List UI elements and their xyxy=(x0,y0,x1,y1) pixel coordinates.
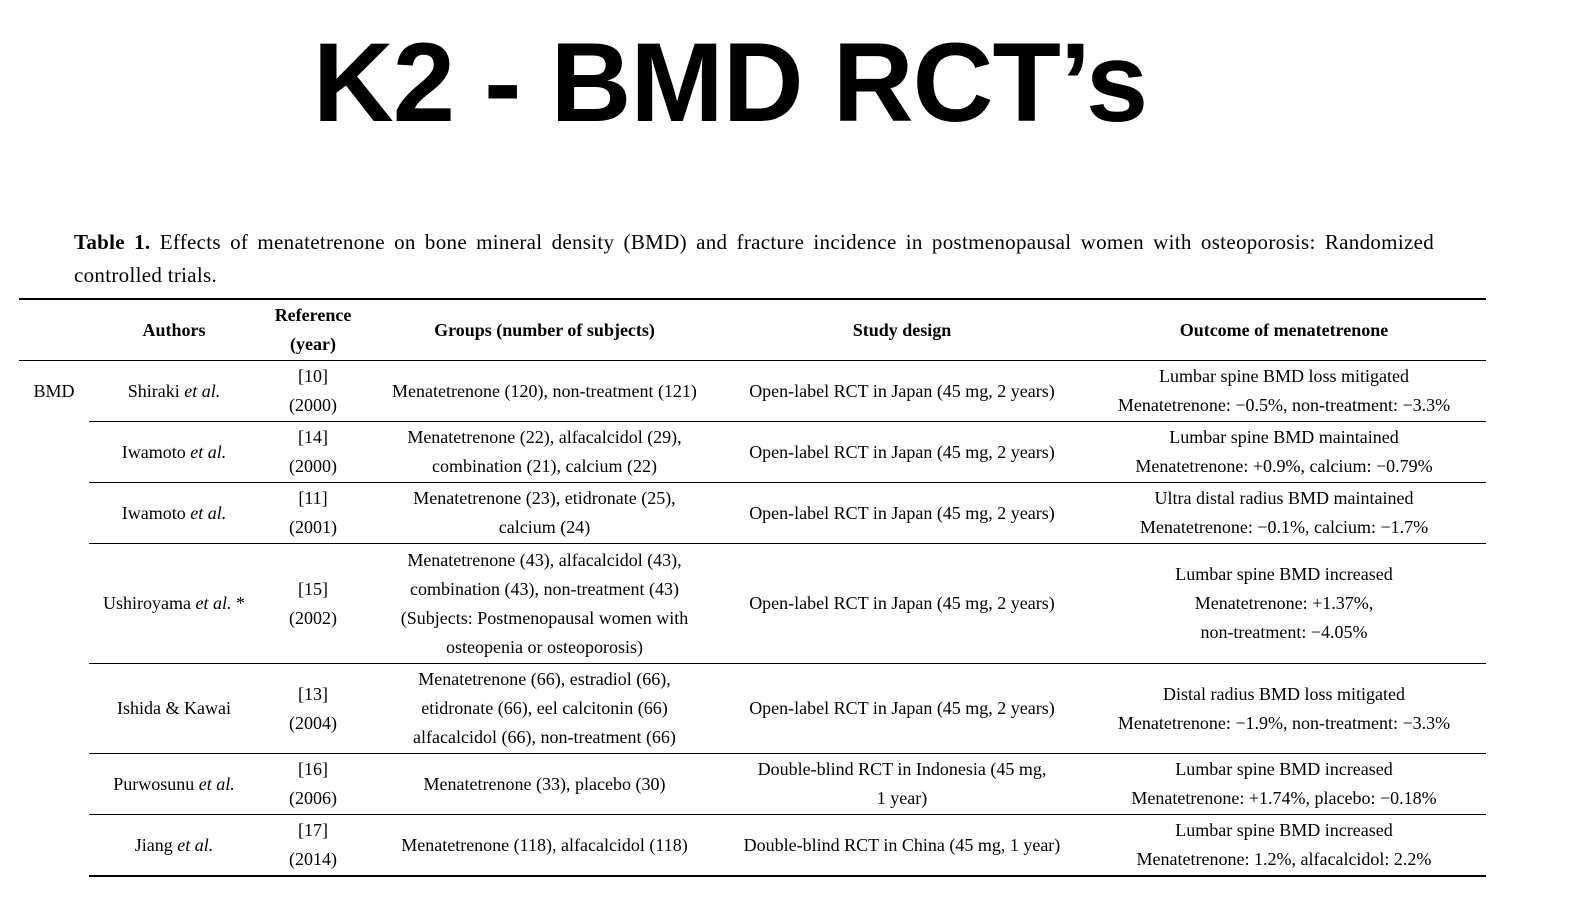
design-cell xyxy=(722,422,1082,483)
header-reference xyxy=(259,299,367,361)
header-design: Study design xyxy=(722,299,1082,361)
outcome-line: Menatetrenone: +0.9%, calcium: −0.79% xyxy=(1135,456,1433,476)
table-row xyxy=(19,754,1486,815)
category-cell xyxy=(19,361,89,877)
outcome-line: Lumbar spine BMD loss mitigated xyxy=(1159,366,1409,386)
design-line: Open-label RCT in Japan (45 mg, 2 years) xyxy=(749,593,1055,613)
author-name: Shiraki xyxy=(127,380,180,401)
reference-number: [16] xyxy=(298,759,328,779)
groups-cell xyxy=(367,754,722,815)
table-row xyxy=(19,361,1486,422)
header-reference-line1: Reference xyxy=(274,305,352,325)
authors-cell xyxy=(89,815,259,877)
groups-cell xyxy=(367,815,722,877)
table-row xyxy=(19,544,1486,664)
groups-line: Menatetrenone (33), placebo (30) xyxy=(423,773,666,794)
header-outcome: Outcome of menatetrenone xyxy=(1082,299,1486,361)
groups-line: combination (43), non-treatment (43) xyxy=(410,578,679,599)
reference-cell xyxy=(259,754,367,815)
header-category xyxy=(19,299,89,361)
design-cell xyxy=(722,754,1082,815)
author-suffix: et al. xyxy=(190,502,227,523)
author-suffix: et al. xyxy=(177,834,214,855)
outcome-line: Lumbar spine BMD increased xyxy=(1175,820,1393,840)
author-name: Ushiroyama xyxy=(103,593,191,613)
groups-line: Menatetrenone (43), alfacalcidol (43), xyxy=(407,549,682,570)
groups-line: Menatetrenone (120), non-treatment (121) xyxy=(392,380,697,401)
reference-number: [10] xyxy=(298,366,328,386)
groups-cell xyxy=(367,361,722,422)
authors-cell xyxy=(89,664,259,754)
author-name: Ishida & Kawai xyxy=(117,698,231,718)
reference-cell xyxy=(259,483,367,544)
outcome-line: Menatetrenone: +1.74%, placebo: −0.18% xyxy=(1131,788,1437,808)
groups-line: combination (21), calcium (22) xyxy=(432,456,657,476)
reference-year: (2001) xyxy=(289,517,337,537)
design-line: Open-label RCT in Japan (45 mg, 2 years) xyxy=(749,380,1055,401)
outcome-cell xyxy=(1082,664,1486,754)
authors-cell xyxy=(89,361,259,422)
outcome-line: non-treatment: −4.05% xyxy=(1200,622,1368,642)
groups-line: calcium (24) xyxy=(498,517,591,537)
reference-number: [15] xyxy=(298,578,328,599)
header-groups: Groups (number of subjects) xyxy=(367,299,722,361)
slide-title: K2 - BMD RCT’s xyxy=(312,20,1148,145)
design-line: 1 year) xyxy=(876,788,928,808)
table-caption xyxy=(74,226,1434,292)
author-name: Jiang xyxy=(134,834,173,855)
author-name: Iwamoto xyxy=(121,502,186,523)
groups-line: etidronate (66), eel calcitonin (66) xyxy=(421,698,668,718)
groups-cell xyxy=(367,422,722,483)
authors-cell xyxy=(89,754,259,815)
header-reference-line2: (year) xyxy=(290,334,336,354)
groups-line: Menatetrenone (23), etidronate (25), xyxy=(413,488,676,508)
author-name: Purwosunu xyxy=(113,773,195,794)
outcome-line: Menatetrenone: −0.1%, calcium: −1.7% xyxy=(1139,517,1429,537)
outcome-line: Menatetrenone: +1.37%, xyxy=(1194,593,1374,613)
author-suffix: et al. xyxy=(190,441,227,462)
reference-cell xyxy=(259,544,367,664)
design-cell xyxy=(722,361,1082,422)
outcome-line: Lumbar spine BMD increased xyxy=(1175,759,1393,779)
groups-line: osteopenia or osteoporosis) xyxy=(446,636,643,657)
reference-cell xyxy=(259,815,367,877)
author-mark: * xyxy=(231,593,245,613)
author-suffix: et al. xyxy=(198,773,235,794)
design-line: Open-label RCT in Japan (45 mg, 2 years) xyxy=(749,502,1055,523)
outcome-line: Menatetrenone: −0.5%, non-treatment: −3.3% xyxy=(1117,395,1451,415)
table-row xyxy=(19,815,1486,877)
outcome-cell xyxy=(1082,815,1486,877)
outcome-line: Menatetrenone: −1.9%, non-treatment: −3.3% xyxy=(1117,712,1451,733)
groups-line: alfacalcidol (66), non-treatment (66) xyxy=(413,727,676,747)
authors-cell xyxy=(89,544,259,664)
groups-line: (Subjects: Postmenopausal women with xyxy=(400,607,689,628)
design-cell xyxy=(722,483,1082,544)
authors-cell xyxy=(89,483,259,544)
table-row xyxy=(19,664,1486,754)
reference-year: (2006) xyxy=(289,788,337,808)
groups-cell xyxy=(367,664,722,754)
groups-cell xyxy=(367,544,722,664)
reference-year: (2004) xyxy=(289,712,337,733)
design-line: Open-label RCT in Japan (45 mg, 2 years) xyxy=(749,441,1055,462)
outcome-cell xyxy=(1082,422,1486,483)
reference-year: (2014) xyxy=(289,849,337,869)
rct-table-container xyxy=(19,298,1486,877)
authors-cell xyxy=(89,422,259,483)
reference-year: (2000) xyxy=(289,456,337,476)
header-authors: Authors xyxy=(89,299,259,361)
outcome-cell xyxy=(1082,754,1486,815)
reference-number: [17] xyxy=(298,820,328,840)
table-header-row xyxy=(19,299,1486,361)
outcome-cell xyxy=(1082,361,1486,422)
design-cell xyxy=(722,815,1082,877)
design-cell xyxy=(722,544,1082,664)
reference-cell xyxy=(259,361,367,422)
design-cell xyxy=(722,664,1082,754)
reference-number: [13] xyxy=(298,683,328,704)
groups-line: Menatetrenone (66), estradiol (66), xyxy=(418,669,671,689)
reference-cell xyxy=(259,664,367,754)
outcome-line: Ultra distal radius BMD maintained xyxy=(1154,488,1414,508)
outcome-cell xyxy=(1082,544,1486,664)
outcome-line: Lumbar spine BMD increased xyxy=(1175,564,1393,584)
reference-cell xyxy=(259,422,367,483)
author-suffix: et al. xyxy=(184,380,221,401)
groups-cell xyxy=(367,483,722,544)
caption-text: Effects of menatetrenone on bone mineral density (BMD) and fracture incidence in postmenopausal women with osteoporosis: Randomized controlled trials. xyxy=(74,230,1434,287)
design-line: Double-blind RCT in China (45 mg, 1 year) xyxy=(743,834,1061,855)
outcome-line: Menatetrenone: 1.2%, alfacalcidol: 2.2% xyxy=(1136,849,1432,869)
reference-number: [11] xyxy=(298,488,328,508)
outcome-line: Lumbar spine BMD maintained xyxy=(1169,427,1399,447)
groups-line: Menatetrenone (22), alfacalcidol (29), xyxy=(407,427,682,447)
outcome-line: Distal radius BMD loss mitigated xyxy=(1163,683,1405,704)
design-line: Open-label RCT in Japan (45 mg, 2 years) xyxy=(749,698,1055,718)
caption-label: Table 1. xyxy=(74,230,151,254)
rct-table xyxy=(19,298,1486,877)
table-row xyxy=(19,422,1486,483)
reference-year: (2000) xyxy=(289,395,337,415)
design-line: Double-blind RCT in Indonesia (45 mg, xyxy=(757,759,1047,779)
author-suffix: et al. xyxy=(195,593,232,613)
table-body xyxy=(19,361,1486,877)
outcome-cell xyxy=(1082,483,1486,544)
table-row xyxy=(19,483,1486,544)
reference-number: [14] xyxy=(298,427,328,447)
groups-line: Menatetrenone (118), alfacalcidol (118) xyxy=(401,834,688,855)
reference-year: (2002) xyxy=(289,607,337,628)
author-name: Iwamoto xyxy=(121,441,186,462)
category-label: BMD xyxy=(33,381,75,401)
